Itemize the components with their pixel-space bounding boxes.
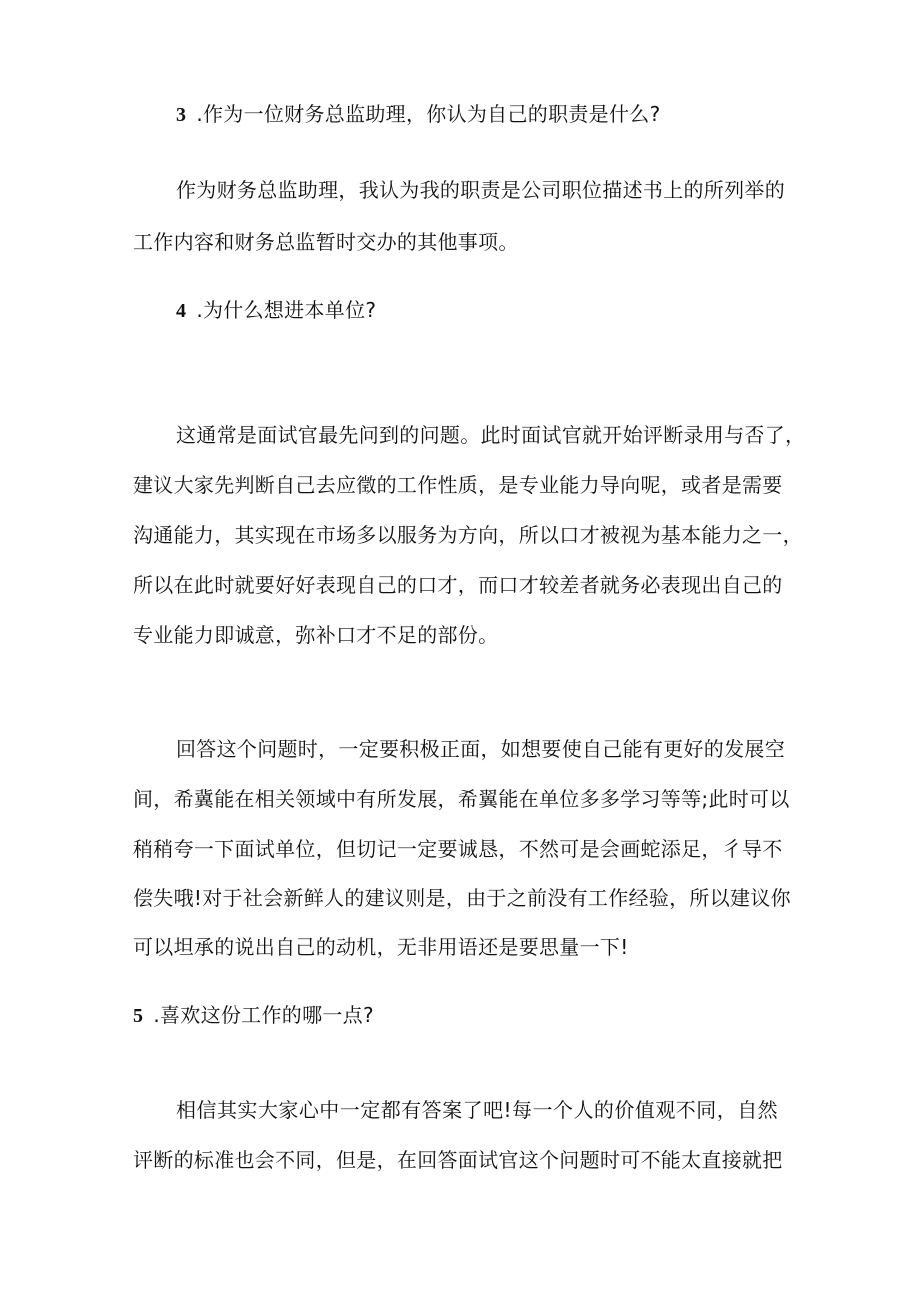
paragraph-line: 稍稍夸一下面试单位，但切记一定要诚恳，不然可是会画蛇添足，彳导不 <box>133 837 783 861</box>
paragraph-line: 回答这个问题时，一定要积极正面，如想要使自己能有更好的发展空 <box>176 737 785 761</box>
section-heading-5 <box>133 1002 793 1029</box>
section-heading-3 <box>176 101 836 128</box>
paragraph-line: 沟通能力，其实现在市场多以服务为方向，所以口才被视为基本能力之一， <box>133 523 803 547</box>
heading-text: .为什么想进本单位? <box>196 298 377 322</box>
heading-number: 5 <box>133 1005 144 1027</box>
heading-number: 4 <box>176 300 187 322</box>
paragraph-line: 相信其实大家心中一定都有答案了吧!每一个人的价值观不同，自然 <box>176 1098 778 1122</box>
paragraph-line: 这通常是面试官最先问到的问题。此时面试官就开始评断录用与否了， <box>176 423 806 447</box>
paragraph-line: 专业能力即诚意，弥补口才不足的部份。 <box>133 623 499 647</box>
paragraph-line: 所以在此时就要好好表现自己的口才，而口才较差者就务必表现出自己的 <box>133 573 783 597</box>
paragraph-line: 评断的标准也会不同，但是，在回答面试官这个问题时可不能太直接就把 <box>133 1148 783 1172</box>
paragraph-line: 可以坦承的说出自己的动机，无非用语还是要思量一下! <box>133 935 629 959</box>
paragraph-line: 作为财务总监助理，我认为我的职责是公司职位描述书上的所列举的 <box>176 178 785 202</box>
paragraph-line: 工作内容和财务总监暂时交办的其他事项。 <box>133 230 519 254</box>
paragraph-line: 间，希冀能在相关领域中有所发展，希翼能在单位多多学习等等;此时可以 <box>133 787 790 811</box>
paragraph-line: 建议大家先判断自己去应徵的工作性质，是专业能力导向呢，或者是需要 <box>133 473 783 497</box>
heading-number: 3 <box>176 104 187 126</box>
section-heading-4 <box>176 297 836 324</box>
paragraph-line: 偿失哦!对于社会新鲜人的建议则是，由于之前没有工作经验，所以建议你 <box>133 886 791 910</box>
heading-text: .喜欢这份工作的哪一点? <box>153 1003 374 1027</box>
heading-text: .作为一位财务总监助理，你认为自己的职责是什么? <box>196 102 661 126</box>
